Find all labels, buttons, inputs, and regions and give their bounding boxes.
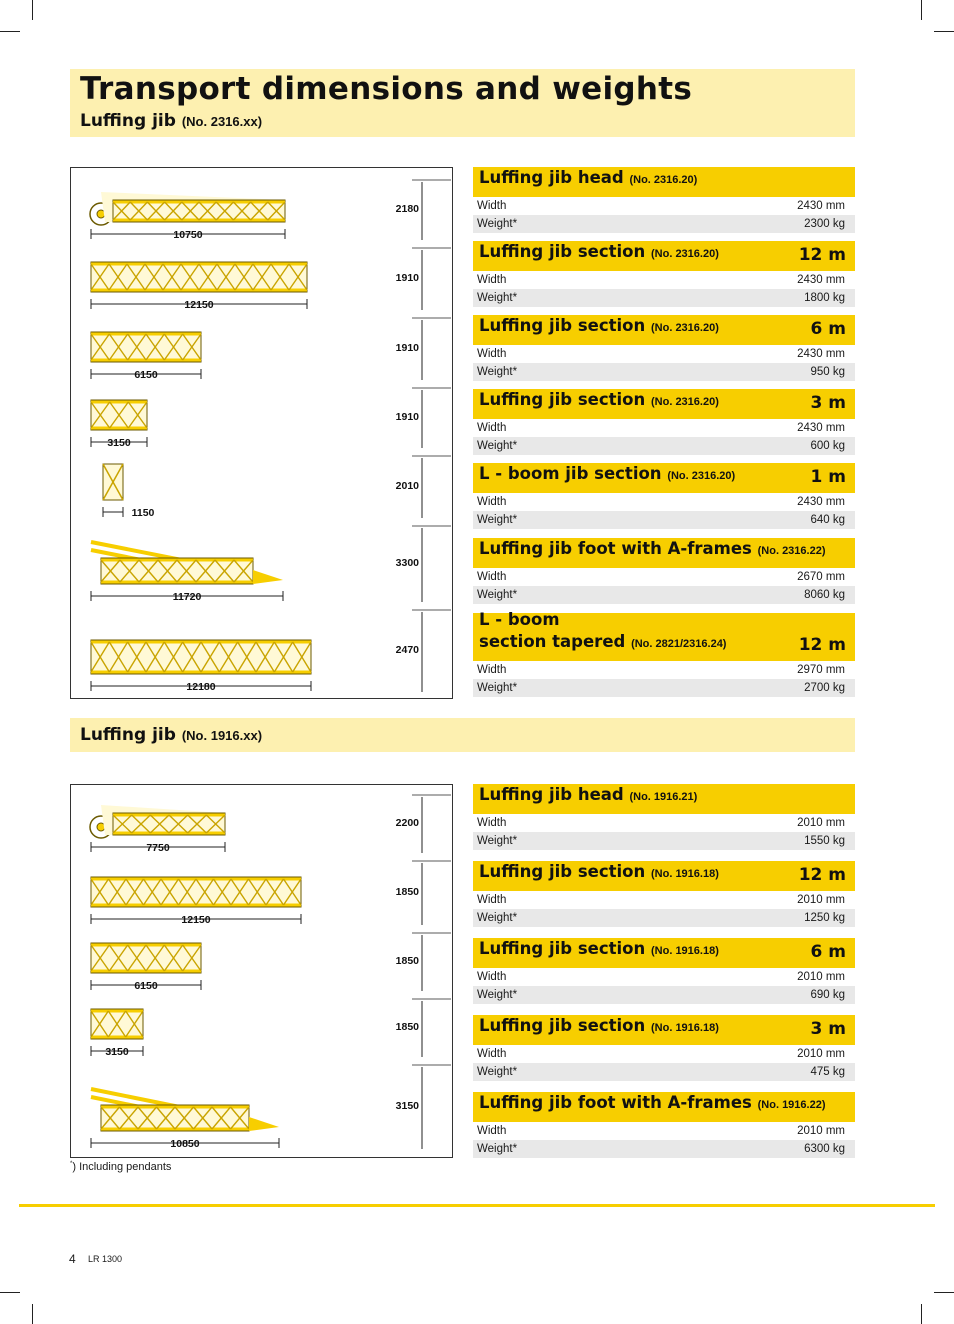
length-label: 6150: [134, 369, 158, 381]
spec-length: 12 m: [798, 635, 846, 655]
foot-pivot: [253, 570, 283, 584]
length-label: 10850: [170, 1138, 200, 1150]
weight-label: Weight*: [477, 1066, 518, 1078]
length-label: 10750: [173, 229, 203, 241]
spec-number: (No. 2316.20): [651, 322, 719, 334]
drawing-section: [91, 933, 451, 992]
width-label: Width: [477, 274, 507, 286]
weight-value: 1800 kg: [804, 292, 845, 304]
spec-number: (No. 2316.20): [651, 248, 719, 260]
width-value: 2430 mm: [797, 348, 845, 360]
spec-length: 6 m: [810, 942, 846, 962]
drawings-svg: [71, 168, 452, 698]
spec-block: [473, 315, 855, 381]
width-value: 2010 mm: [797, 1048, 845, 1060]
title-band: [70, 69, 855, 137]
drawing-head: [90, 795, 451, 854]
width-label: Width: [477, 348, 507, 360]
spec-length: 1 m: [810, 467, 846, 487]
length-label: 11720: [172, 591, 202, 603]
spec-name: Luffing jib head: [479, 168, 624, 187]
drawing-section: [91, 388, 451, 449]
footer-rule: [19, 1204, 935, 1207]
spec-name: section tapered: [479, 632, 626, 651]
width-label: Width: [477, 422, 507, 434]
height-label: 1910: [395, 272, 419, 284]
crop-mark: [934, 1292, 954, 1293]
spec-header: [473, 861, 855, 891]
weight-label: Weight*: [477, 912, 518, 924]
weight-label: Weight*: [477, 1143, 518, 1155]
spec-length: 3 m: [810, 393, 846, 413]
height-label: 2200: [395, 817, 419, 829]
spec-row-width: [473, 568, 855, 586]
length-label: 1150: [131, 507, 155, 519]
width-label: Width: [477, 971, 507, 983]
width-value: 2430 mm: [797, 422, 845, 434]
spec-title: [479, 463, 735, 487]
width-value: 2010 mm: [797, 1125, 845, 1137]
spec-number: (No. 2316.20): [651, 396, 719, 408]
length-label: 12150: [181, 914, 211, 926]
spec-title: [479, 861, 719, 885]
spec-header: [473, 1015, 855, 1045]
spec-header: [473, 241, 855, 271]
section2-label: Luffing jib: [80, 725, 176, 745]
spec-block: [473, 610, 855, 697]
foot-pivot: [249, 1117, 279, 1131]
crop-mark: [32, 0, 33, 20]
spec-block: [473, 861, 855, 927]
spec-row-weight: [473, 1140, 855, 1158]
spec-row-width: [473, 814, 855, 832]
height-label: 1850: [395, 1021, 419, 1033]
spec-number: (No. 2821/2316.24): [631, 638, 727, 650]
spec-length: 3 m: [810, 1019, 846, 1039]
drawing-foot: [91, 526, 451, 603]
drawing-section: [91, 248, 451, 311]
spec-title: [479, 784, 697, 808]
spec-header: [473, 389, 855, 419]
drawings-box-1916: [70, 784, 453, 1158]
width-label: Width: [477, 817, 507, 829]
crop-mark: [0, 31, 20, 32]
spec-number: (No. 1916.22): [757, 1099, 826, 1111]
spec-row-weight: [473, 511, 855, 529]
height-label: 1910: [395, 342, 419, 354]
spec-number: (No. 1916.18): [651, 868, 719, 880]
spec-number: (No. 1916.18): [651, 945, 719, 957]
weight-value: 2700 kg: [804, 682, 845, 694]
spec-header: [473, 610, 855, 661]
height-label: 2180: [395, 203, 419, 215]
width-label: Width: [477, 664, 507, 676]
spec-name: Luffing jib section: [479, 1016, 646, 1035]
spec-row-width: [473, 661, 855, 679]
spec-header: [473, 463, 855, 493]
crop-mark: [0, 1292, 20, 1293]
length-label: 3150: [107, 437, 131, 449]
drawing-foot: [91, 1065, 451, 1150]
weight-label: Weight*: [477, 589, 518, 601]
weight-label: Weight*: [477, 440, 518, 452]
drawing-section: [91, 861, 451, 926]
spec-name: Luffing jib section: [479, 862, 646, 881]
truss-frame: [101, 1105, 249, 1131]
drawing-small: [103, 456, 451, 519]
spec-header: [473, 167, 855, 197]
spec-block: [473, 167, 855, 233]
spec-name: Luffing jib foot with A-frames: [479, 539, 752, 558]
spec-row-weight: [473, 289, 855, 307]
weight-value: 2300 kg: [804, 218, 845, 230]
width-value: 2430 mm: [797, 496, 845, 508]
spec-row-width: [473, 419, 855, 437]
width-value: 2430 mm: [797, 200, 845, 212]
spec-block: [473, 784, 855, 850]
section1-number: (No. 2316.xx): [181, 114, 263, 129]
spec-header: [473, 1092, 855, 1122]
spec-number: (No. 1916.18): [651, 1022, 719, 1034]
weight-label: Weight*: [477, 682, 518, 694]
spec-row-weight: [473, 832, 855, 850]
width-label: Width: [477, 571, 507, 583]
height-label: 1850: [395, 955, 419, 967]
drawing-head: [90, 180, 451, 241]
height-label: 3300: [395, 557, 419, 569]
spec-number: (No. 2316.22): [757, 545, 826, 557]
length-label: 3150: [105, 1046, 129, 1058]
height-label: 3150: [395, 1100, 419, 1112]
spec-title: [479, 609, 726, 655]
section1-heading: [80, 111, 262, 131]
spec-name: Luffing jib section: [479, 316, 646, 335]
width-value: 2430 mm: [797, 274, 845, 286]
spec-name: Luffing jib section: [479, 939, 646, 958]
spec-block: [473, 938, 855, 1004]
truss-frame: [91, 877, 301, 907]
height-label: 1910: [395, 411, 419, 423]
weight-value: 950 kg: [810, 366, 845, 378]
spec-row-width: [473, 197, 855, 215]
drawing-section: [91, 318, 451, 381]
spec-row-width: [473, 271, 855, 289]
crop-mark: [921, 0, 922, 20]
weight-value: 600 kg: [810, 440, 845, 452]
spec-row-weight: [473, 986, 855, 1004]
spec-row-width: [473, 968, 855, 986]
spec-name-line1: L - boom: [479, 610, 560, 629]
spec-name: Luffing jib section: [479, 242, 646, 261]
spec-number: (No. 1916.21): [629, 791, 698, 803]
width-value: 2010 mm: [797, 971, 845, 983]
spec-title: [479, 389, 719, 413]
spec-name: L - boom jib section: [479, 464, 662, 483]
drawings-svg: [71, 785, 452, 1157]
weight-label: Weight*: [477, 989, 518, 1001]
section2-number: (No. 1916.xx): [181, 728, 263, 743]
spec-title: [479, 1015, 719, 1039]
spec-row-weight: [473, 586, 855, 604]
drawings-box-2316: [70, 167, 453, 699]
spec-row-width: [473, 345, 855, 363]
spec-title: [479, 167, 697, 191]
spec-row-weight: [473, 437, 855, 455]
spec-row-weight: [473, 909, 855, 927]
width-value: 2670 mm: [797, 571, 845, 583]
truss-frame: [91, 640, 311, 674]
height-label: 2010: [395, 480, 419, 492]
spec-length: 12 m: [798, 245, 846, 265]
weight-value: 1250 kg: [804, 912, 845, 924]
weight-label: Weight*: [477, 835, 518, 847]
spec-title: [479, 538, 826, 562]
width-label: Width: [477, 1125, 507, 1137]
width-label: Width: [477, 496, 507, 508]
spec-name: Luffing jib foot with A-frames: [479, 1093, 752, 1112]
spec-length: 12 m: [798, 865, 846, 885]
footnote-text: ) Including pendants: [72, 1161, 172, 1173]
model-name: LR 1300: [88, 1254, 123, 1264]
weight-label: Weight*: [477, 514, 518, 526]
weight-value: 6300 kg: [804, 1143, 845, 1155]
spec-header: [473, 784, 855, 814]
section2-heading: [80, 725, 262, 745]
spec-block: [473, 538, 855, 604]
spec-header: [473, 538, 855, 568]
page-title: Transport dimensions and weights: [80, 71, 693, 107]
width-label: Width: [477, 200, 507, 212]
width-value: 2970 mm: [797, 664, 845, 676]
weight-label: Weight*: [477, 366, 518, 378]
spec-row-weight: [473, 1063, 855, 1081]
length-label: 12180: [186, 681, 216, 693]
spec-number: (No. 2316.20): [629, 174, 698, 186]
footnote-mark: *: [70, 1161, 73, 1168]
length-label: 7750: [146, 842, 170, 854]
spec-row-weight: [473, 363, 855, 381]
crop-mark: [921, 1304, 922, 1324]
spec-title: [479, 1092, 826, 1116]
width-label: Width: [477, 1048, 507, 1060]
spec-row-width: [473, 493, 855, 511]
spec-block: [473, 1092, 855, 1158]
spec-header: [473, 938, 855, 968]
weight-value: 640 kg: [810, 514, 845, 526]
footnote: [70, 1161, 171, 1173]
width-label: Width: [477, 894, 507, 906]
length-label: 12150: [184, 299, 214, 311]
section1-label: Luffing jib: [80, 111, 176, 131]
height-label: 1850: [395, 886, 419, 898]
crop-mark: [934, 31, 954, 32]
section2-band: [70, 718, 855, 752]
drawing-section: [91, 999, 451, 1058]
length-label: 6150: [134, 980, 158, 992]
weight-value: 1550 kg: [804, 835, 845, 847]
width-value: 2010 mm: [797, 894, 845, 906]
spec-block: [473, 389, 855, 455]
spec-block: [473, 241, 855, 307]
spec-row-weight: [473, 215, 855, 233]
crop-mark: [32, 1304, 33, 1324]
spec-name: Luffing jib head: [479, 785, 624, 804]
spec-name: Luffing jib section: [479, 390, 646, 409]
spec-block: [473, 1015, 855, 1081]
weight-value: 690 kg: [810, 989, 845, 1001]
spec-row-weight: [473, 679, 855, 697]
spec-row-width: [473, 891, 855, 909]
weight-label: Weight*: [477, 292, 518, 304]
page-number: 4: [69, 1252, 76, 1266]
weight-value: 475 kg: [810, 1066, 845, 1078]
width-value: 2010 mm: [797, 817, 845, 829]
truss-frame: [101, 558, 253, 584]
weight-value: 8060 kg: [804, 589, 845, 601]
spec-number: (No. 2316.20): [667, 470, 736, 482]
drawing-tapered: [91, 610, 451, 693]
weight-label: Weight*: [477, 218, 518, 230]
spec-header: [473, 315, 855, 345]
spec-length: 6 m: [810, 319, 846, 339]
spec-title: [479, 241, 719, 265]
height-label: 2470: [395, 644, 419, 656]
spec-row-width: [473, 1122, 855, 1140]
spec-title: [479, 938, 719, 962]
spec-title: [479, 315, 719, 339]
truss-frame: [91, 262, 307, 292]
spec-block: [473, 463, 855, 529]
spec-row-width: [473, 1045, 855, 1063]
